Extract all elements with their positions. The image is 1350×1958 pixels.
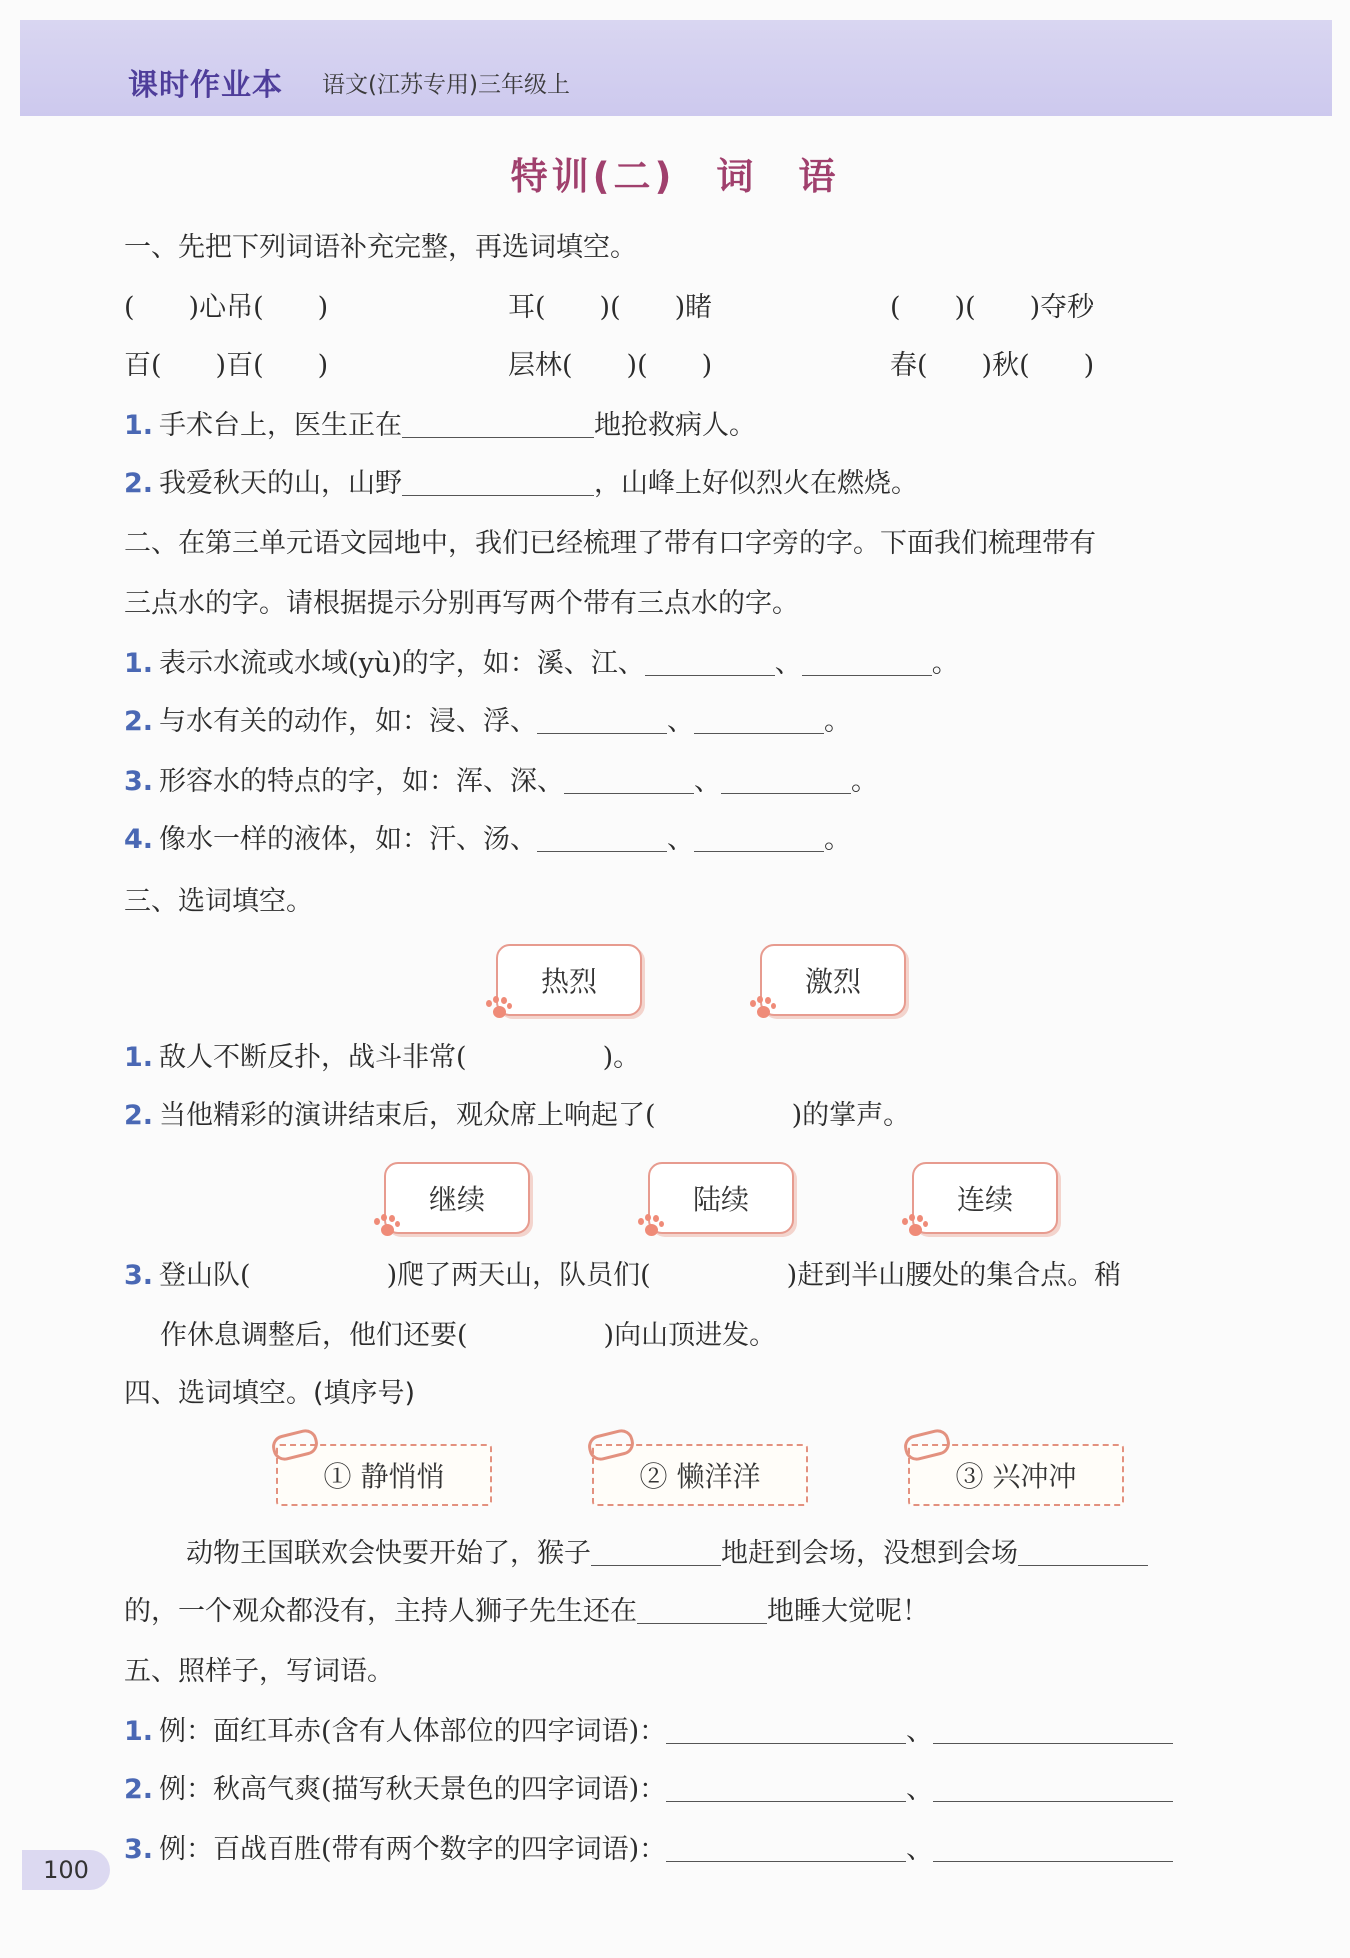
word-card-jilie: 激烈 <box>760 944 906 1016</box>
paw-icon <box>902 1214 928 1238</box>
answer-blank[interactable] <box>694 709 824 734</box>
word-card-lianxu: 连续 <box>912 1162 1058 1234</box>
idiom-blank-5[interactable]: 层林( )( ) <box>508 350 713 381</box>
answer-blank[interactable] <box>666 1837 906 1862</box>
question-number: 2. <box>124 468 154 499</box>
answer-blank[interactable] <box>721 769 851 794</box>
section5-heading: 五、照样子，写词语。 <box>124 1656 394 1687</box>
section3-question-2: 2. 当他精彩的演讲结束后，观众席上响起了( )的掌声。 <box>124 1100 911 1131</box>
page-number: 100 <box>22 1850 110 1890</box>
answer-blank[interactable] <box>933 1719 1173 1744</box>
answer-blank[interactable] <box>802 651 932 676</box>
word-card-jixu: 继续 <box>384 1162 530 1234</box>
answer-blank[interactable] <box>537 827 667 852</box>
book-subtitle: 语文(江苏专用)三年级上 <box>322 72 570 98</box>
answer-blank[interactable] <box>645 651 775 676</box>
paw-icon <box>374 1214 400 1238</box>
section3-question-3: 3. 登山队( )爬了两天山，队员们( )赶到半山腰处的集合点。稍 <box>124 1260 1122 1291</box>
section5-item-3: 3. 例：百战百胜(带有两个数字的四字词语)： 、 <box>124 1836 1173 1863</box>
section2-item-2: 2. 与水有关的动作，如：浸、浮、 、 。 <box>124 706 852 737</box>
answer-blank[interactable] <box>564 769 694 794</box>
word-card-relie: 热烈 <box>496 944 642 1016</box>
section5-item-1: 1. 例：面红耳赤(含有人体部位的四字词语)： 、 <box>124 1718 1173 1745</box>
answer-blank[interactable] <box>694 827 824 852</box>
idiom-blank-1[interactable]: ( )心吊( ) <box>124 292 329 323</box>
section2-item-1: 1. 表示水流或水域(yù)的字，如：溪、江、 、 。 <box>124 648 959 679</box>
page-title: 特训(二) 词 语 <box>510 155 840 198</box>
section3-heading: 三、选词填空。 <box>124 886 313 917</box>
word-card-luxu: 陆续 <box>648 1162 794 1234</box>
answer-blank[interactable] <box>933 1837 1173 1862</box>
answer-blank[interactable] <box>666 1777 906 1802</box>
paw-icon <box>638 1214 664 1238</box>
paperclip-icon <box>586 1427 637 1463</box>
answer-blank[interactable] <box>666 1719 906 1744</box>
paperclip-icon <box>902 1427 953 1463</box>
option-lanyangyang: ② 懒洋洋 <box>592 1444 808 1506</box>
idiom-blank-6[interactable]: 春( )秋( ) <box>890 350 1095 381</box>
answer-blank[interactable] <box>402 471 594 496</box>
section4-passage-line1: 动物王国联欢会快要开始了，猴子 地赶到会场，没想到会场 <box>186 1540 1148 1567</box>
answer-blank[interactable] <box>537 709 667 734</box>
paw-icon <box>486 996 512 1020</box>
idiom-blank-4[interactable]: 百( )百( ) <box>124 350 329 381</box>
section4-heading: 四、选词填空。(填序号) <box>124 1378 416 1409</box>
section2-item-3: 3. 形容水的特点的字，如：浑、深、 、 。 <box>124 766 879 797</box>
question-number: 1. <box>124 410 154 441</box>
answer-blank[interactable] <box>637 1599 767 1624</box>
brand-title: 课时作业本 <box>128 68 283 103</box>
section3-question-1: 1. 敌人不断反扑，战斗非常( )。 <box>124 1042 641 1073</box>
section4-passage-line2: 的，一个观众都没有，主持人狮子先生还在 地睡大觉呢！ <box>124 1596 929 1627</box>
paperclip-icon <box>270 1427 321 1463</box>
idiom-blank-2[interactable]: 耳( )( )睹 <box>508 292 713 323</box>
answer-blank[interactable] <box>933 1777 1173 1802</box>
option-xingchongchong: ③ 兴冲冲 <box>908 1444 1124 1506</box>
section2-heading-line2: 三点水的字。请根据提示分别再写两个带有三点水的字。 <box>124 588 799 619</box>
answer-blank[interactable] <box>402 413 594 438</box>
section2-heading-line1: 二、在第三单元语文园地中，我们已经梳理了带有口字旁的字。下面我们梳理带有 <box>124 528 1096 559</box>
idiom-blank-3[interactable]: ( )( )夺秒 <box>890 292 1095 323</box>
answer-blank[interactable] <box>1018 1541 1148 1566</box>
section2-item-4: 4. 像水一样的液体，如：汗、汤、 、 。 <box>124 824 852 855</box>
paw-icon <box>750 996 776 1020</box>
section5-item-2: 2. 例：秋高气爽(描写秋天景色的四字词语)： 、 <box>124 1776 1173 1803</box>
section1-question-2: 2. 我爱秋天的山，山野 ，山峰上好似烈火在燃烧。 <box>124 468 919 499</box>
section1-heading: 一、先把下列词语补充完整，再选词填空。 <box>124 232 637 263</box>
section3-question-3-cont: 作休息调整后，他们还要( )向山顶进发。 <box>160 1320 777 1351</box>
option-jingqiaoqiao: ① 静悄悄 <box>276 1444 492 1506</box>
section1-question-1: 1. 手术台上，医生正在 地抢救病人。 <box>124 410 757 441</box>
answer-blank[interactable] <box>591 1541 721 1566</box>
